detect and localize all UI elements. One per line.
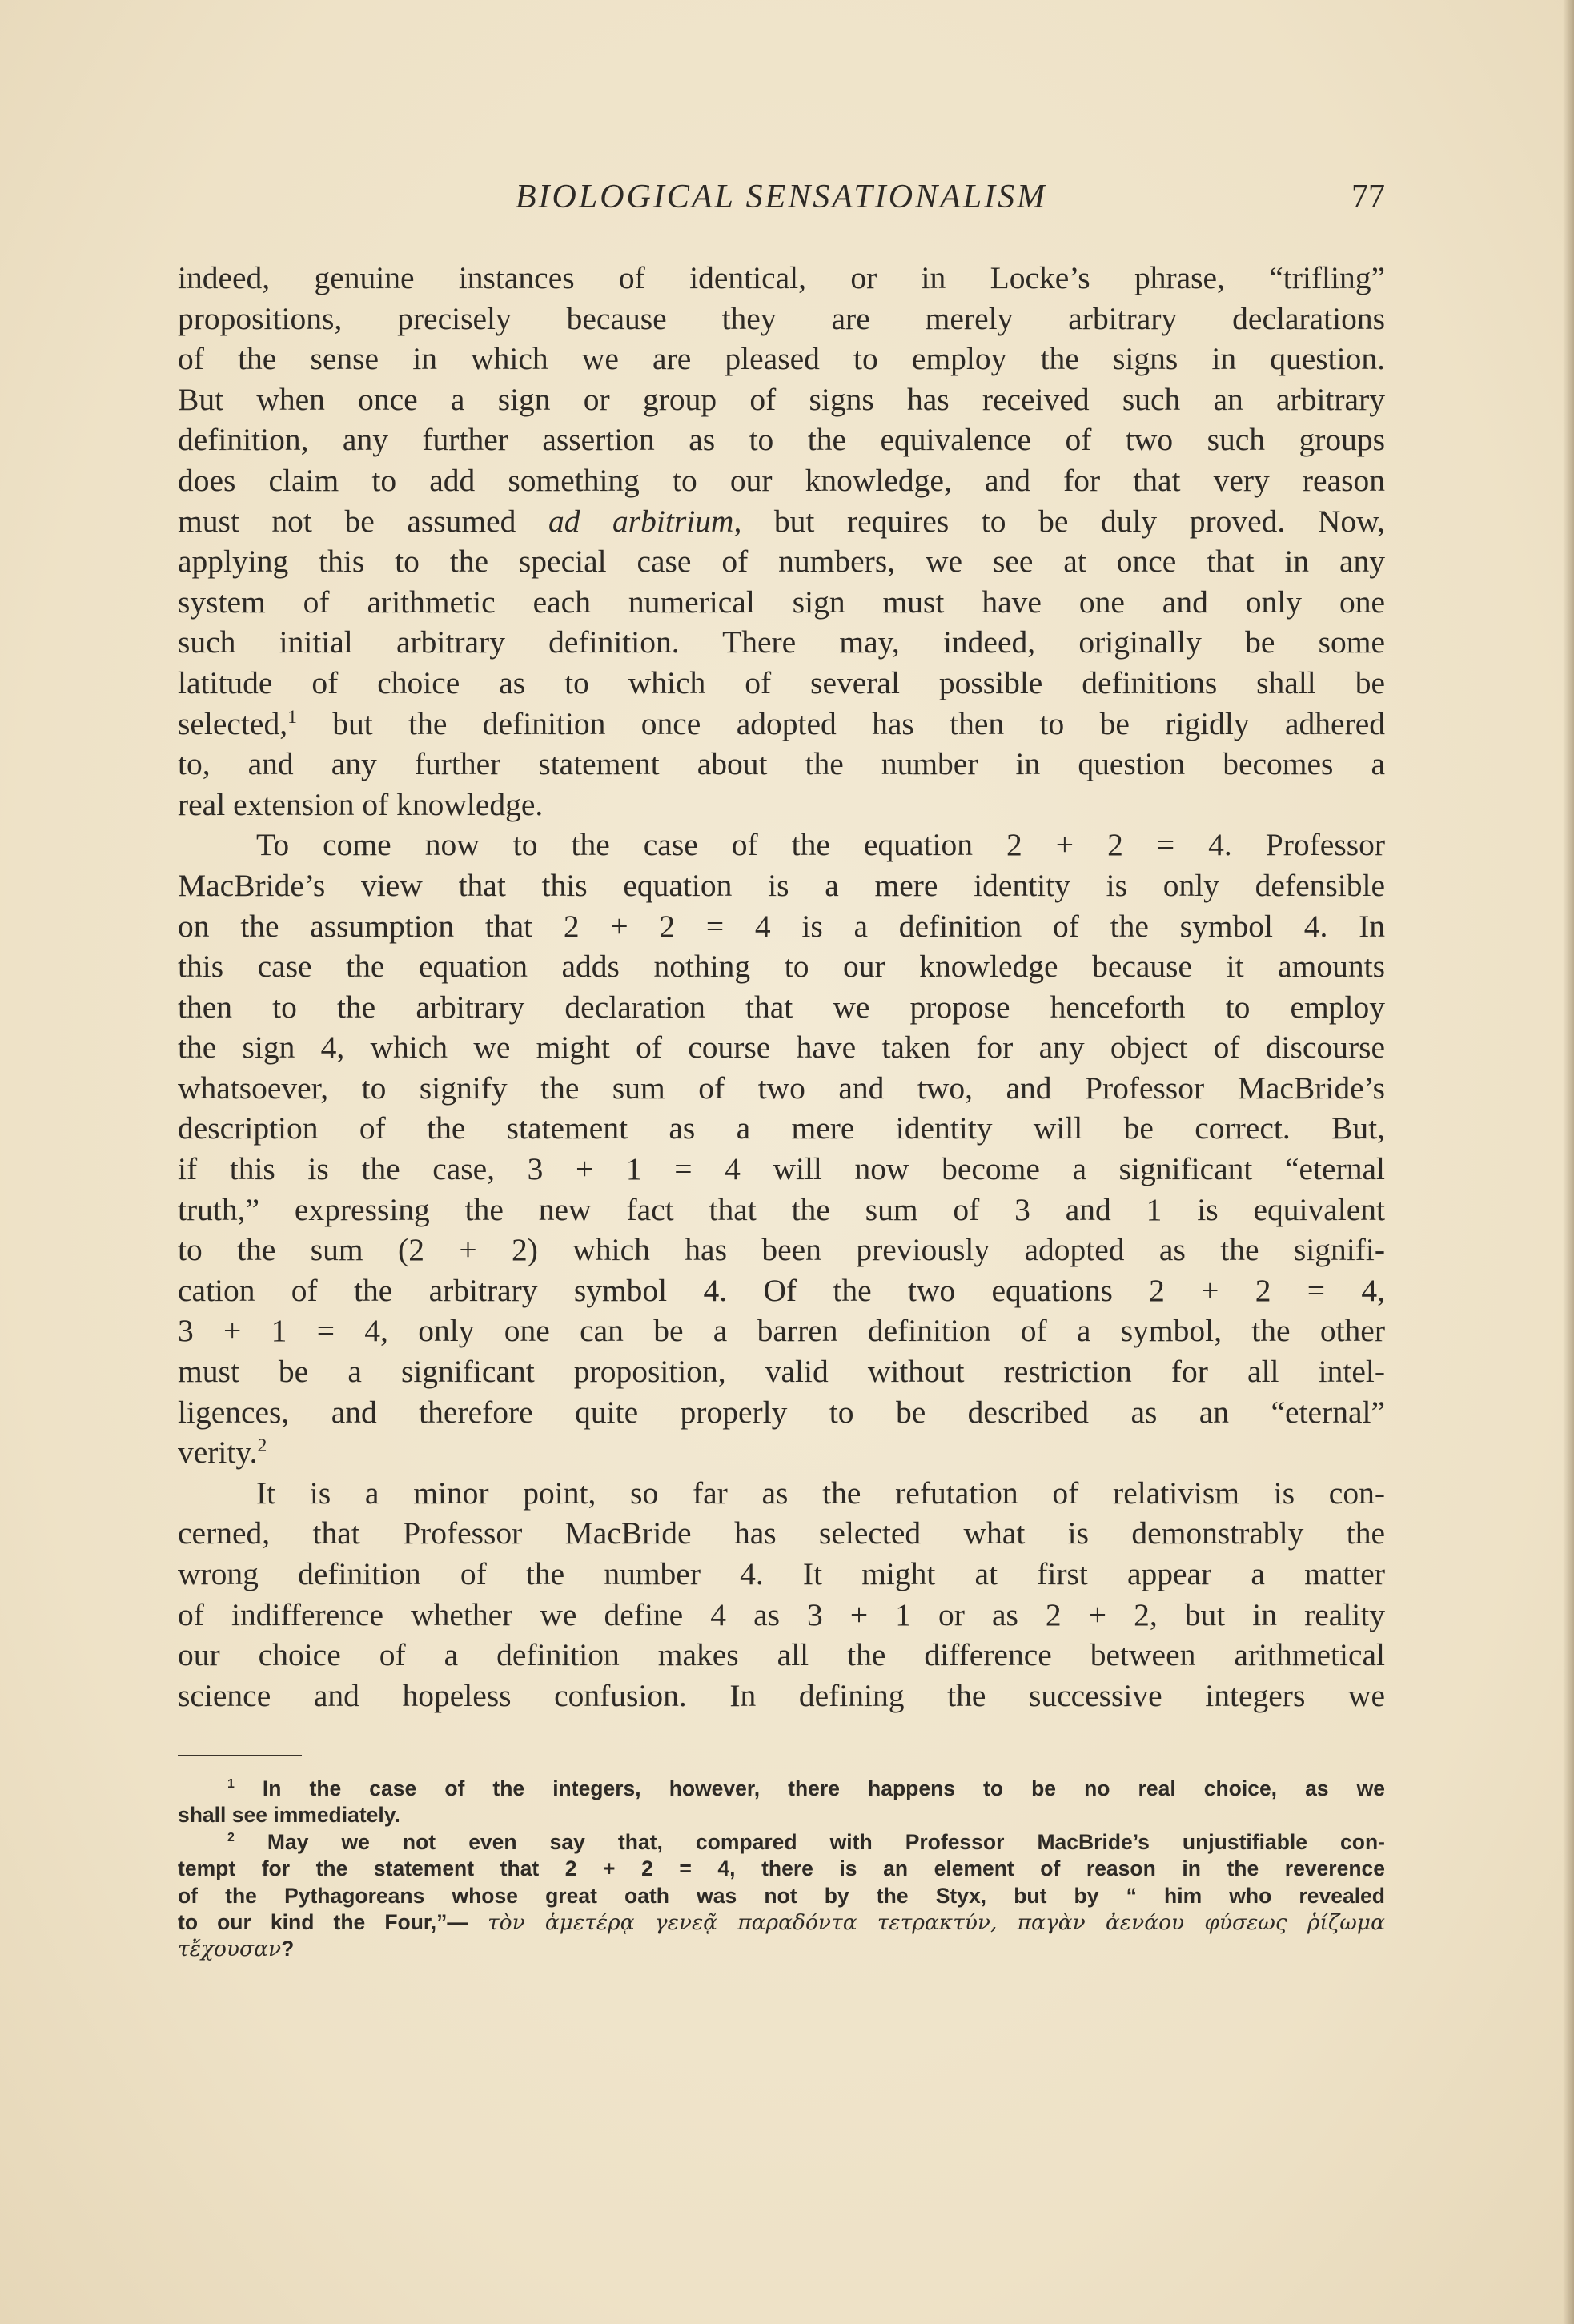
text-line: if this is the case, 3 + 1 = 4 will now become a significant “eternal (178, 1151, 1385, 1187)
text-line (178, 1432, 1385, 1473)
footnote-ref-1: 1 (287, 706, 297, 728)
text-line: whatsoever, to signify the sum of two and two, and Professor MacBride’s (178, 1070, 1385, 1106)
text-line: such initial arbitrary definition. There may, indeed, originally be some (178, 624, 1385, 660)
text-line: latitude of choice as to which of several possible definitions shall be (178, 664, 1385, 700)
text-line: of the sense in which we are pleased to employ the signs in question. (178, 341, 1385, 377)
footnote-text: May we not even say that, compared with Professor MacBride’s unjustifiable con- (234, 1829, 1385, 1854)
text-line (178, 704, 1385, 745)
text-line: of indifference whether we define 4 as 3 + 1 or as 2 + 2, but in reality (178, 1596, 1385, 1632)
footnote-ref-2: 2 (257, 1435, 267, 1457)
footnote-line (178, 1909, 1385, 1936)
text-line: the sign 4, which we might of course have taken for any object of discourse (178, 1030, 1385, 1066)
footnote-mark: 2 (227, 1830, 235, 1844)
text-line: cerned, that Professor MacBride has selected what is demonstrably the (178, 1515, 1385, 1551)
footnote-text: ? (281, 1937, 295, 1961)
text-line: indeed, genuine instances of identical, or in Locke’s phrase, “trifling” (178, 260, 1385, 295)
text-segment: but requires to be duly proved. Now, (741, 503, 1385, 539)
footnotes (178, 1776, 1385, 1963)
footnote-line: of the Pythagoreans whose great oath was not by the Styx, but by “ him who revealed (178, 1883, 1385, 1908)
text-line: wrong definition of the number 4. It might at first appear a matter (178, 1556, 1385, 1591)
page-header (178, 178, 1385, 226)
text-line: But when once a sign or group of signs has received such an arbitrary (178, 381, 1385, 417)
footnote-text: to our kind the Four,”— (178, 1909, 488, 1934)
footnote-divider (178, 1755, 302, 1756)
footnote-mark: 1 (227, 1777, 235, 1792)
footnote-line: tempt for the statement that 2 + 2 = 4, there is an element of reason in the reverence (178, 1856, 1385, 1881)
text-line: propositions, precisely because they are merely arbitrary declarations (178, 300, 1385, 336)
greek-quotation: τὸν ἁμετέρᾳ γενεᾷ παραδόντα τετρακτύν, παγὰν ἀενάου φύσεως ῥίζωμα (488, 1909, 1385, 1935)
text-line: applying this to the special case of numbers, we see at once that in any (178, 544, 1385, 580)
text-line: real extension of knowledge. (178, 786, 544, 822)
text-line: 3 + 1 = 4, only one can be a barren definition of a symbol, the other (178, 1313, 1385, 1349)
text-line: To come now to the case of the equation 2 + 2 = 4. Professor (256, 827, 1385, 863)
text-line: to, and any further statement about the number in question becomes a (178, 746, 1385, 782)
text-line: ligences, and therefore quite properly to be described as an “eternal” (178, 1394, 1385, 1430)
greek-quotation: τἔχουσαν (178, 1937, 282, 1962)
body-text (178, 258, 1385, 1716)
text-line: truth,” expressing the new fact that the sum of 3 and 1 is equivalent (178, 1191, 1385, 1227)
text-line: cation of the arbitrary symbol 4. Of the two equations 2 + 2 = 4, (178, 1272, 1385, 1308)
text-segment: verity. (178, 1435, 258, 1471)
text-line: must be a significant proposition, valid without restriction for all intel- (178, 1354, 1385, 1390)
text-line: definition, any further assertion as to the equivalence of two such groups (178, 422, 1385, 458)
page-number: 77 (1351, 179, 1385, 215)
text-line: does claim to add something to our knowledge, and for that very reason (178, 462, 1385, 498)
text-line: It is a minor point, so far as the refutation of relativism is con- (256, 1475, 1385, 1511)
text-line: our choice of a definition makes all the difference between arithmetical (178, 1637, 1385, 1673)
running-title: BIOLOGICAL SENSATIONALISM (515, 179, 1048, 215)
text-line: to the sum (2 + 2) which has been previously adopted as the signifi- (178, 1232, 1385, 1268)
footnote-1 (178, 1776, 1385, 1802)
text-line: science and hopeless confusion. In defining the successive integers we (178, 1677, 1385, 1713)
footnote-line (178, 1936, 1385, 1962)
text-line: MacBride’s view that this equation is a mere identity is only defensible (178, 867, 1385, 903)
text-line (178, 501, 1385, 542)
footnote-text: In the case of the integers, however, there happens to be no real choice, as we (234, 1776, 1385, 1800)
text-line: system of arithmetic each numerical sign must have one and only one (178, 584, 1385, 620)
text-line: on the assumption that 2 + 2 = 4 is a definition of the symbol 4. In (178, 908, 1385, 944)
footnote-line: shall see immediately. (178, 1803, 400, 1828)
text-segment: must not be assumed (178, 503, 548, 539)
text-line: then to the arbitrary declaration that we propose henceforth to employ (178, 989, 1385, 1025)
page-edge-shadow (1563, 0, 1574, 2324)
text-segment: but the definition once adopted has then to be rigidly adhered (296, 705, 1385, 741)
text-segment: selected, (178, 705, 288, 741)
text-line: this case the equation adds nothing to our knowledge because it amounts (178, 949, 1385, 985)
latin-phrase: ad arbitrium, (548, 503, 742, 539)
footnote-2 (178, 1829, 1385, 1856)
text-line: description of the statement as a mere identity will be correct. But, (178, 1110, 1385, 1146)
